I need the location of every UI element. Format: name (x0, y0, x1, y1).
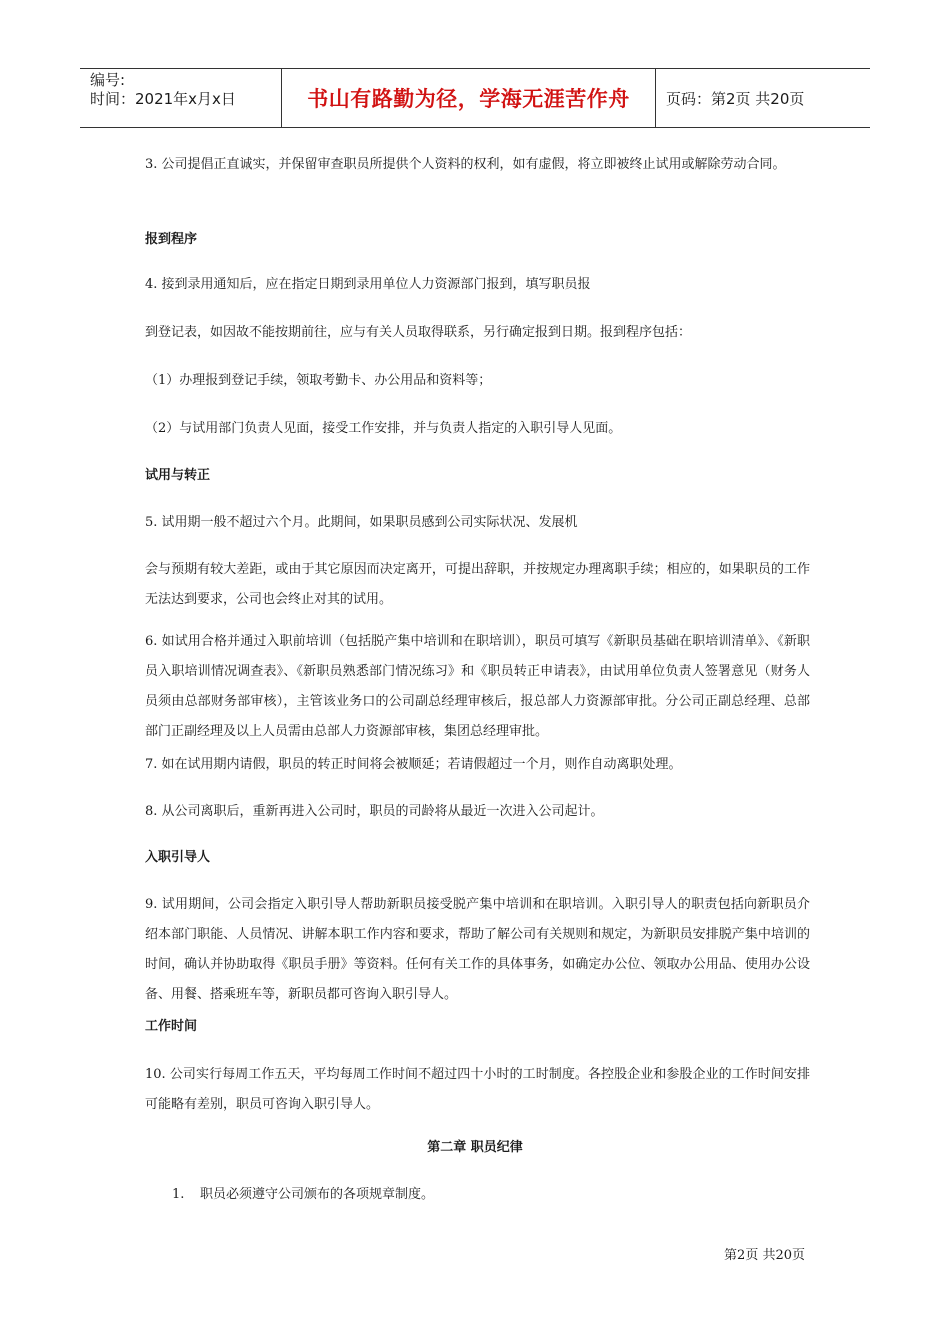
paragraph-6: 6. 如试用合格并通过入职前培训（包括脱产集中培训和在职培训），职员可填写《新职员基础在职培训清单》、《新职员入职培训情况调查表》、《新职员熟悉部门情况练习》和《职员转正申请表》，由试用单位负责人签署意见（财务人员须由总部财务部审核），主管该业务口的公司副总经理审核后，报总部人力资源部审批。分公司正副总经理、总部部门正副经理及以上人员需由总部人力资源部审核，集团总经理审批。 (145, 634, 810, 739)
section-heading-trial: 试用与转正 (145, 468, 211, 483)
section-heading-worktime: 工作时间 (145, 1019, 198, 1034)
section-heading-guide: 入职引导人 (145, 850, 211, 865)
paragraph-8: 8. 从公司离职后，重新再进入公司时，职员的司龄将从最近一次进入公司起计。 (145, 804, 604, 819)
paragraph-5a: 5. 试用期一般不超过六个月。此期间，如果职员感到公司实际状况、发展机 (145, 515, 578, 530)
paragraph-9: 9. 试用期间，公司会指定入职引导人帮助新职员接受脱产集中培训和在职培训。入职引导人的职责包括向新职员介绍本部门职能、人员情况、讲解本职工作内容和要求，帮助了解公司有关规则和规定，为新职员安排脱产集中培训的时间，确认并协助取得《职员手册》等资料。任何有关工作的具体事务，如确定办公位、领取办公用品、使用办公设备、用餐、搭乘班车等，新职员都可咨询入职引导人。 (145, 897, 810, 1002)
paragraph-7: 7. 如在试用期内请假，职员的转正时间将会被顺延；若请假超过一个月，则作自动离职处理。 (145, 757, 682, 772)
header-meta (80, 69, 282, 127)
section-heading-report: 报到程序 (145, 232, 198, 247)
list-item-number: 1. (172, 1187, 185, 1202)
paragraph-4c: （1）办理报到登记手续，领取考勤卡、办公用品和资料等； (145, 373, 492, 388)
header-page-info: 页码：第2页 共20页 (666, 89, 805, 108)
paragraph-10: 10. 公司实行每周工作五天，平均每周工作时间不超过四十小时的工时制度。各控股企业和参股企业的工作时间安排可能略有差别，职员可咨询入职引导人。 (145, 1067, 810, 1112)
paragraph-4a: 4. 接到录用通知后，应在指定日期到录用单位人力资源部门报到，填写职员报 (145, 277, 591, 292)
doc-date: 时间：2021年x月x日 (90, 90, 236, 108)
page-header (80, 68, 870, 128)
header-motto: 书山有路勤为径，学海无涯苦作舟 (282, 69, 656, 127)
doc-number-label: 编号: (90, 71, 126, 89)
list-item-text: 职员必须遵守公司颁布的各项规章制度。 (200, 1187, 435, 1202)
chapter-title: 第二章 职员纪律 (427, 1140, 523, 1155)
list-item (172, 1180, 434, 1210)
paragraph-3: 3. 公司提倡正直诚实，并保留审查职员所提供个人资料的权利，如有虚假，将立即被终止试用或解除劳动合同。 (145, 157, 786, 172)
paragraph-4d: （2）与试用部门负责人见面，接受工作安排，并与负责人指定的入职引导人见面。 (145, 421, 622, 436)
page-footer: 第2页 共20页 (724, 1248, 805, 1263)
paragraph-4b: 到登记表，如因故不能按期前往，应与有关人员取得联系，另行确定报到日期。报到程序包括： (145, 325, 692, 340)
paragraph-5b: 会与预期有较大差距，或由于其它原因而决定离开，可提出辞职，并按规定办理离职手续；相应的，如果职员的工作无法达到要求，公司也会终止对其的试用。 (145, 562, 810, 607)
